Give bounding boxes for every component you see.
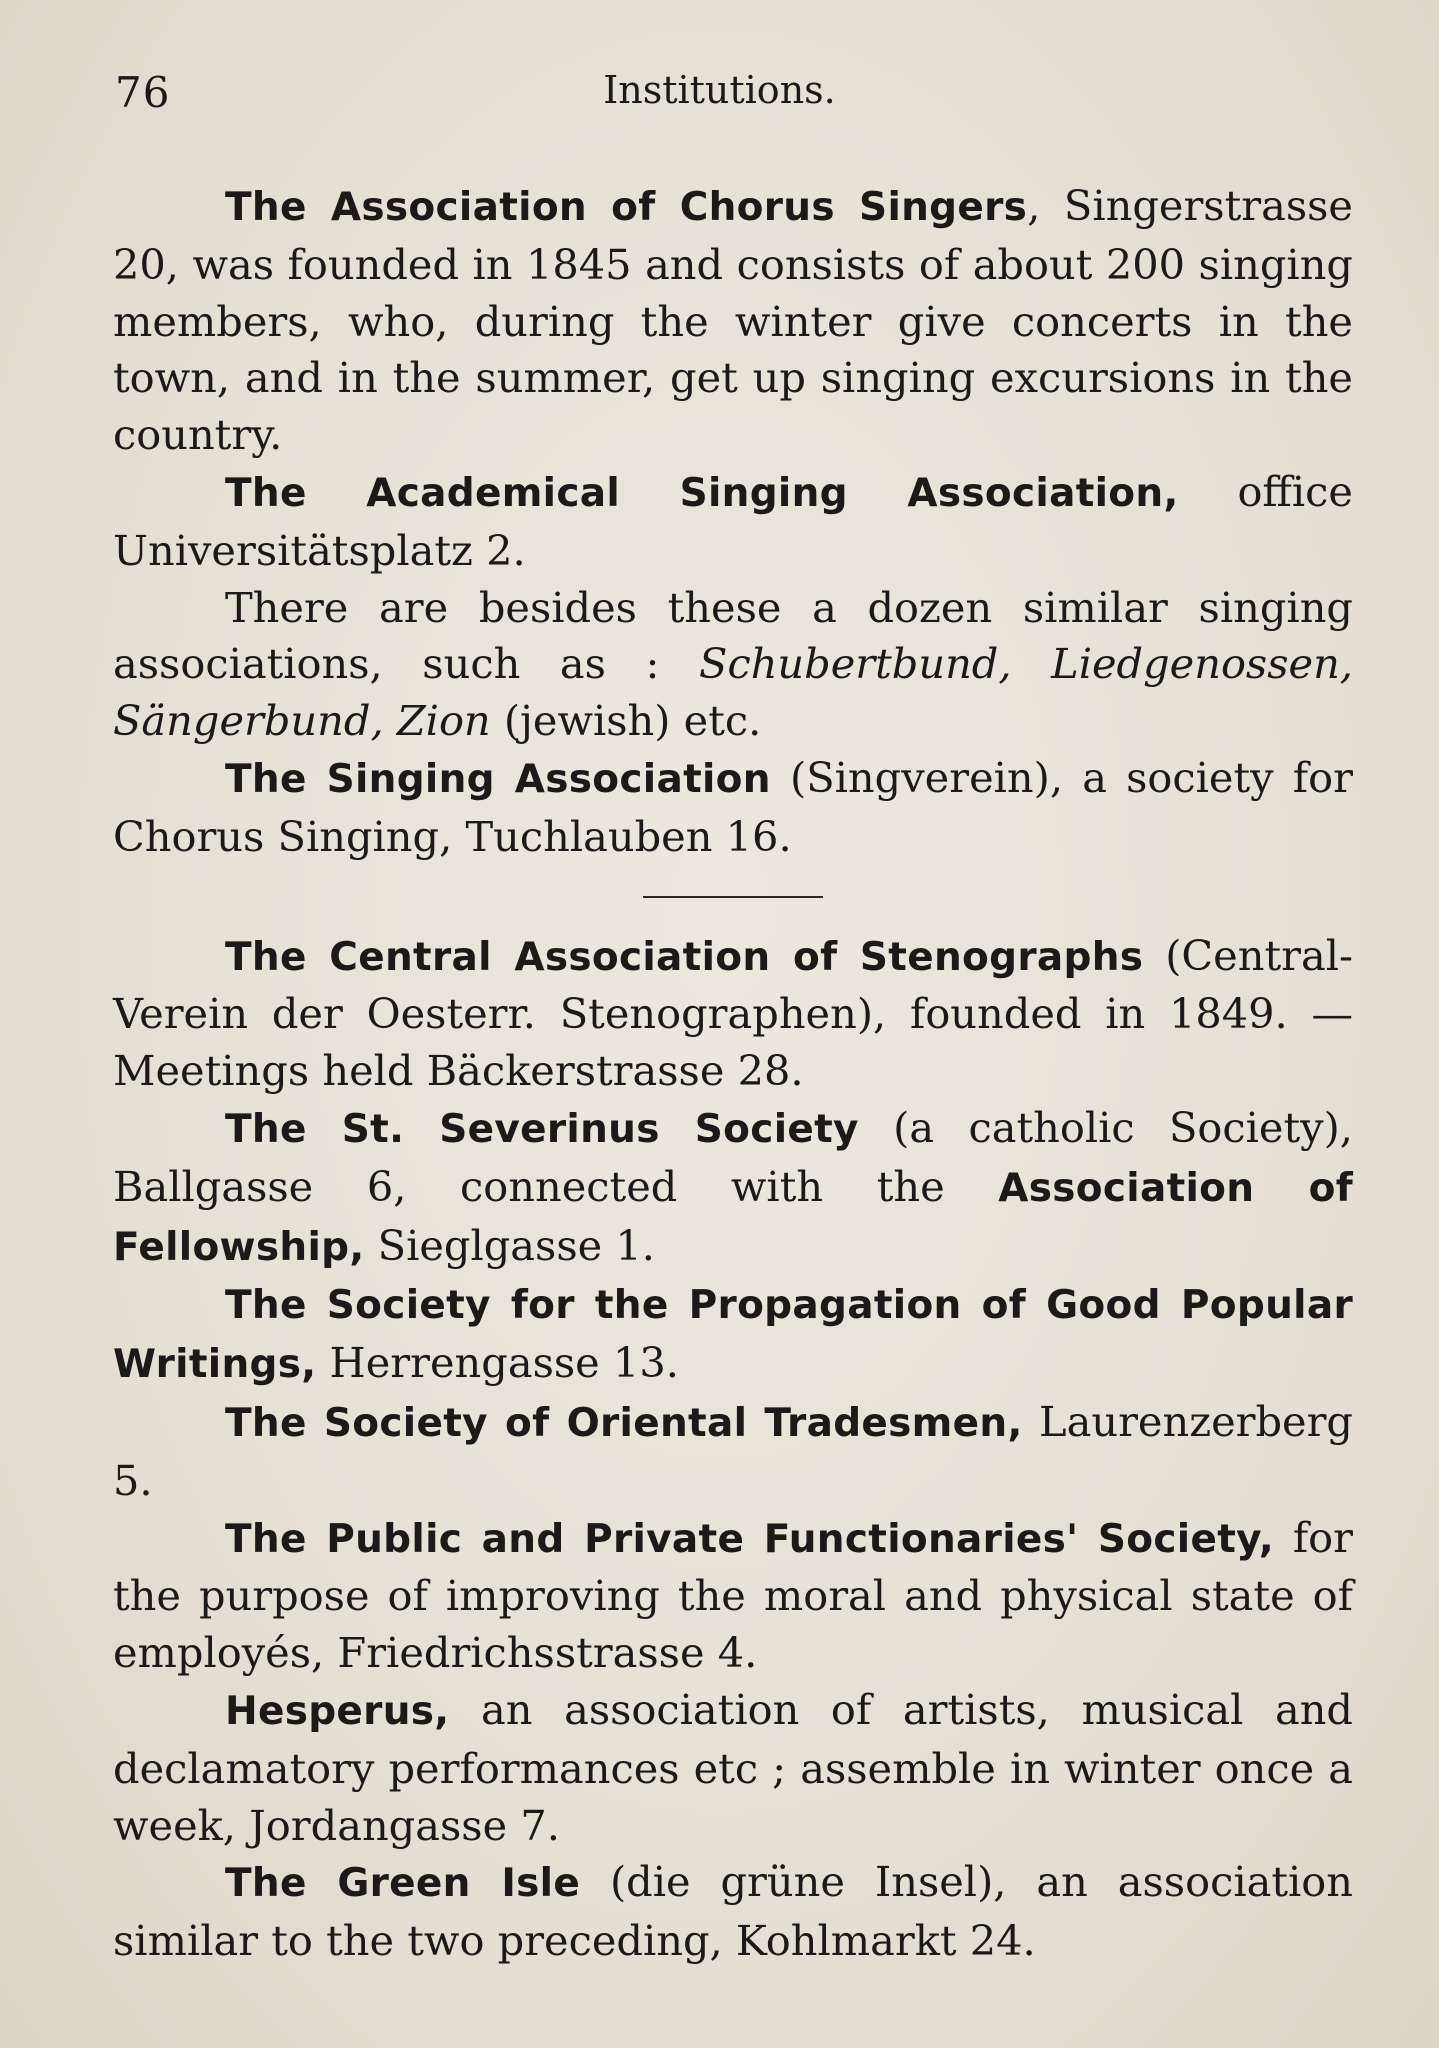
entry-text: office Universitätsplatz 2. <box>113 466 1353 575</box>
page-number: 76 <box>115 68 171 117</box>
entry-heading: The Academical Singing Association, <box>225 470 1179 516</box>
entry-functionaries <box>113 1510 1353 1682</box>
entry-heading: The Singing Association <box>225 756 771 802</box>
entry-heading-secondary: Association of Fellowship, <box>113 1165 1353 1270</box>
entry-italic-names: Schubertbund, Liedgenossen, Sängerbund, Zion <box>113 639 1353 746</box>
entry-st-severinus <box>113 1100 1353 1276</box>
entry-text: (jewish) etc. <box>490 696 762 746</box>
body-text <box>113 178 1353 1970</box>
entry-green-isle <box>113 1854 1353 1970</box>
running-head: Institutions. <box>603 68 836 112</box>
entry-heading: The Central Association of Stenographs <box>225 934 1144 980</box>
entry-text: (die grüne Insel), an association similar to the two preceding, Kohlmarkt 24. <box>113 1857 1353 1966</box>
entry-similar-associations <box>113 580 1353 750</box>
entry-singing-association <box>113 750 1353 866</box>
entry-heading: The Association of Chorus Singers <box>225 185 1028 230</box>
entry-heading: The Public and Private Functionaries' Society, <box>225 1516 1274 1562</box>
section-divider <box>643 896 823 898</box>
entry-heading: The Society for the Propagation of Good Popular Writings, <box>113 1283 1353 1388</box>
entry-heading: Hesperus, <box>225 1688 450 1734</box>
entry-oriental-tradesmen <box>113 1394 1353 1510</box>
entry-text: for the purpose of improving the moral and physical state of employés, Friedrichsstrasse 4. <box>113 1512 1354 1678</box>
entry-text: There are besides these a dozen similar singing associations, such as : <box>113 582 1353 689</box>
entry-text: Herrengasse 13. <box>316 1338 679 1388</box>
entry-hesperus <box>113 1682 1353 1854</box>
entry-text: Laurenzerberg 5. <box>113 1396 1353 1505</box>
entry-chorus-singers <box>113 178 1353 464</box>
entry-heading: The Society of Oriental Tradesmen, <box>225 1400 1023 1446</box>
entry-text: , Singerstrasse 20, was founded in 1845 and consists of about 200 singing members, who, during the winter give concerts in the town, and in the summer, get up singing excursions in the country. <box>113 181 1353 460</box>
entry-text: Sieglgasse 1. <box>364 1220 655 1270</box>
entry-text: (Singverein), a society for Chorus Singing, Tuchlauben 16. <box>113 752 1353 861</box>
entry-academical-singing <box>113 464 1353 580</box>
entry-popular-writings <box>113 1276 1353 1394</box>
entry-heading: The Green Isle <box>225 1861 581 1907</box>
entry-text: (Central-Verein der Oesterr. Stenographen), founded in 1849. — Meetings held Bäckerstrasse 28. <box>113 930 1353 1096</box>
entry-text: (a catholic Society), Ballgasse 6, connected with the <box>113 1102 1353 1211</box>
entry-stenographs <box>113 928 1353 1100</box>
entry-text: an association of artists, musical and declamatory performances etc ; assemble in winter once a week, Jordangasse 7. <box>113 1684 1353 1850</box>
entry-heading: The St. Severinus Society <box>225 1106 859 1152</box>
page-header <box>0 68 1439 128</box>
